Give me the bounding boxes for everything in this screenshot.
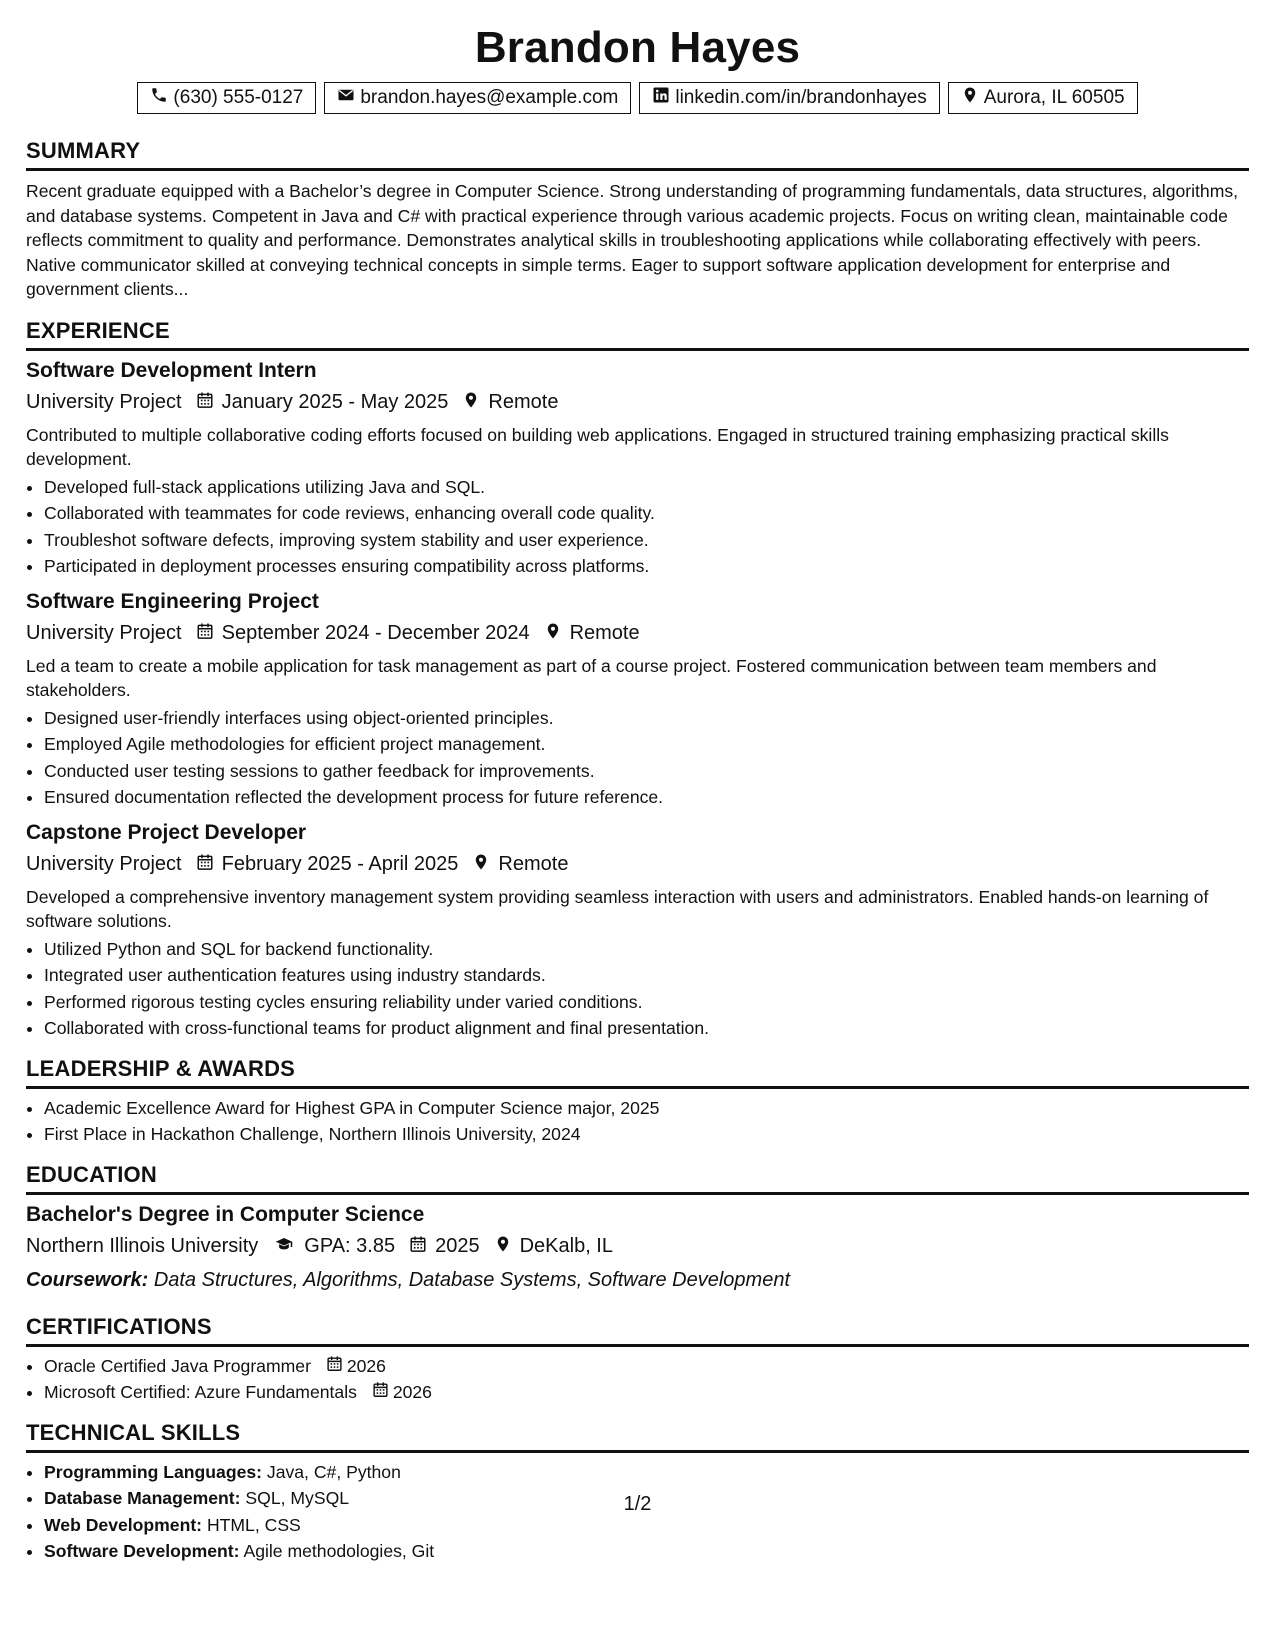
candidate-name: Brandon Hayes xyxy=(474,23,801,72)
phone-text: (630) 555-0127 xyxy=(173,87,304,108)
calendar-icon xyxy=(372,1379,389,1406)
job-role: Software Development Intern xyxy=(26,358,317,382)
calendar-icon xyxy=(409,1235,427,1259)
list-item: • Developed full-stack applications utilizing Java and SQL. xyxy=(44,474,1249,501)
list-item: • Conducted user testing sessions to gather feedback for improvements. xyxy=(44,758,1249,785)
calendar-icon xyxy=(196,391,214,415)
skill-values: Agile methodologies, Git xyxy=(243,1541,435,1561)
list-item xyxy=(44,1538,1249,1565)
skill-category: Database Management: xyxy=(44,1488,241,1508)
job-meta xyxy=(26,622,1249,646)
calendar-icon xyxy=(196,622,214,646)
list-item: • Designed user-friendly interfaces using object-oriented principles. xyxy=(44,705,1249,732)
coursework-list: Data Structures, Algorithms, Database Systems, Software Development xyxy=(153,1268,791,1291)
map-pin-icon xyxy=(494,1235,512,1259)
section-title: LEADERSHIP & AWARDS xyxy=(26,1056,1249,1089)
skill-values: HTML, CSS xyxy=(206,1514,301,1535)
job-description: Developed a comprehensive inventory management system providing seamless interaction with users and administrators. Enabled hands-on learning of software solutions. xyxy=(26,886,1209,931)
linkedin-text: linkedin.com/in/brandonhayes xyxy=(675,87,927,108)
awards-list xyxy=(26,1095,1249,1148)
leadership-section xyxy=(26,1056,1249,1148)
contact-linkedin[interactable] xyxy=(639,82,939,114)
skill-category: Programming Languages: xyxy=(44,1461,262,1482)
section-title: CERTIFICATIONS xyxy=(26,1314,1249,1347)
list-item xyxy=(44,1459,1249,1486)
list-item: • Ensured documentation reflected the development process for future reference. xyxy=(44,784,1249,811)
school-name: Northern Illinois University xyxy=(26,1235,259,1257)
job-location: Remote xyxy=(498,853,569,875)
list-item: • Performed rigorous testing cycles ensuring reliability under varied conditions. xyxy=(44,989,1249,1016)
skill-values: Java, C#, Python xyxy=(266,1461,401,1482)
map-pin-icon xyxy=(544,622,562,646)
skill-category: Software Development: xyxy=(44,1541,240,1561)
list-item: • Utilized Python and SQL for backend functionality. xyxy=(44,936,1249,963)
calendar-icon xyxy=(196,853,214,877)
email-text: brandon.hayes@example.com xyxy=(360,87,619,108)
certifications-list xyxy=(26,1353,1249,1406)
graduation-cap-icon xyxy=(272,1235,296,1259)
skill-category: Web Development: xyxy=(44,1514,203,1535)
gpa-text: GPA: 3.85 xyxy=(304,1235,396,1257)
section-title: EDUCATION xyxy=(26,1162,1249,1195)
phone-icon xyxy=(150,86,168,110)
job-entry xyxy=(26,590,1249,811)
summary-text: Recent graduate equipped with a Bachelor’s degree in Computer Science. Strong understanding of programming fundamentals, data structures, algorithms, and database systems. Competent in Java and C# with practical experience through various academic projects. Focus on writing clean, maintainable code reflects commitment to quality and performance. Demonstrates analytical skills in troubleshooting applications while collaborating effectively with peers. Native communicator skilled at conveying technical concepts in simple terms. Eager to support software application development for enterprise and government clients... xyxy=(26,181,1239,299)
experience-section xyxy=(26,318,1249,1042)
list-item: • Collaborated with cross-functional teams for product alignment and final presentation. xyxy=(44,1015,1249,1042)
education-location: DeKalb, IL xyxy=(519,1235,613,1257)
map-pin-icon xyxy=(462,391,480,415)
job-bullets xyxy=(26,474,1249,580)
graduation-year: 2025 xyxy=(435,1235,480,1257)
job-org: University Project xyxy=(26,391,182,413)
list-item: • Troubleshot software defects, improving system stability and user experience. xyxy=(44,527,1249,554)
cert-name: Oracle Certified Java Programmer xyxy=(44,1355,311,1376)
job-role: Capstone Project Developer xyxy=(26,820,307,844)
certifications-section xyxy=(26,1314,1249,1406)
degree-title: Bachelor's Degree in Computer Science xyxy=(26,1202,425,1226)
section-title: TECHNICAL SKILLS xyxy=(26,1420,1249,1453)
job-org: University Project xyxy=(26,622,182,644)
list-item: • Academic Excellence Award for Highest GPA in Computer Science major, 2025 xyxy=(44,1095,1249,1122)
job-entry xyxy=(26,359,1249,580)
job-entry xyxy=(26,821,1249,1042)
skills-section xyxy=(26,1420,1249,1565)
list-item: • Employed Agile methodologies for efficient project management. xyxy=(44,731,1249,758)
location-text: Aurora, IL 60505 xyxy=(983,87,1125,108)
skill-values: SQL, MySQL xyxy=(245,1488,350,1508)
list-item: • Participated in deployment processes ensuring compatibility across platforms. xyxy=(44,553,1249,580)
contact-bar xyxy=(26,82,1249,114)
section-title: SUMMARY xyxy=(26,138,1249,171)
education-meta xyxy=(26,1235,1249,1259)
list-item: • Collaborated with teammates for code reviews, enhancing overall code quality. xyxy=(44,500,1249,527)
map-pin-icon xyxy=(472,853,490,877)
job-meta xyxy=(26,853,1249,877)
coursework-label: Coursework: xyxy=(26,1268,149,1291)
contact-location xyxy=(948,82,1138,114)
cert-year: 2026 xyxy=(346,1355,386,1376)
map-pin-icon xyxy=(961,86,979,110)
resume-page xyxy=(26,0,1249,1565)
job-location: Remote xyxy=(488,391,559,413)
job-description: Led a team to create a mobile application for task management as part of a course project. Fostered communication between team members and stakeholders. xyxy=(26,655,1157,700)
envelope-icon xyxy=(337,86,355,110)
page-number: 1/2 xyxy=(623,1493,652,1515)
cert-name: Microsoft Certified: Azure Fundamentals xyxy=(44,1382,357,1402)
contact-phone xyxy=(137,82,316,114)
list-item: • First Place in Hackathon Challenge, Northern Illinois University, 2024 xyxy=(44,1121,1249,1148)
job-bullets xyxy=(26,936,1249,1042)
job-dates: February 2025 - April 2025 xyxy=(221,853,459,875)
job-description: Contributed to multiple collaborative coding efforts focused on building web applications. Engaged in structured training emphasizing practical skills development. xyxy=(26,424,1169,469)
education-section xyxy=(26,1162,1249,1292)
linkedin-icon xyxy=(652,86,670,110)
coursework xyxy=(26,1269,1249,1292)
job-dates: January 2025 - May 2025 xyxy=(221,391,449,413)
summary-section xyxy=(26,138,1249,302)
list-item: • Integrated user authentication features using industry standards. xyxy=(44,962,1249,989)
cert-year: 2026 xyxy=(392,1382,432,1402)
section-title: EXPERIENCE xyxy=(26,318,1249,351)
contact-email[interactable] xyxy=(324,82,631,114)
list-item xyxy=(44,1379,1249,1406)
job-bullets xyxy=(26,705,1249,811)
job-meta xyxy=(26,391,1249,415)
job-role: Software Engineering Project xyxy=(26,589,319,613)
job-dates: September 2024 - December 2024 xyxy=(221,622,530,644)
list-item xyxy=(44,1353,1249,1380)
job-org: University Project xyxy=(26,853,182,875)
calendar-icon xyxy=(326,1353,343,1380)
job-location: Remote xyxy=(569,622,640,644)
